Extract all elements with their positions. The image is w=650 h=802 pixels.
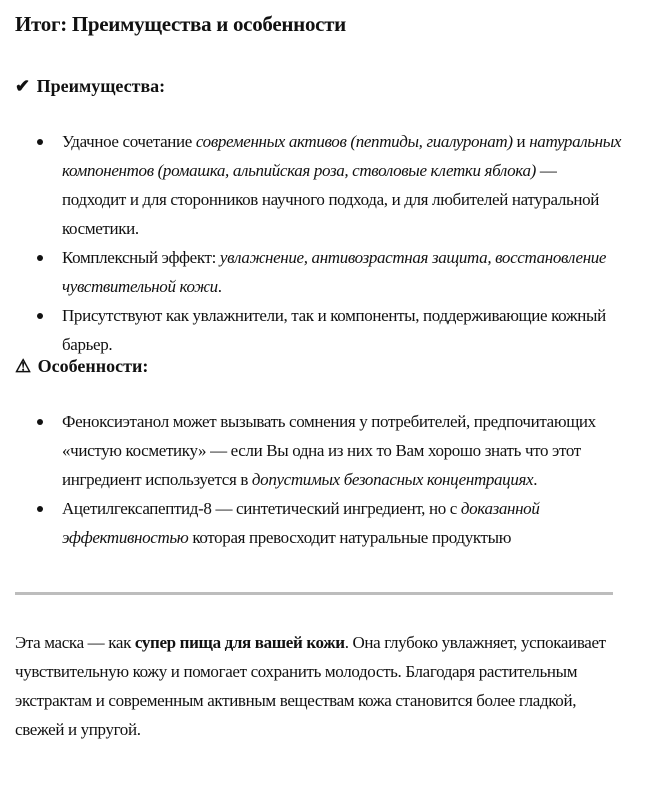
page-title-text: Итог: Преимущества и особенности — [15, 12, 346, 36]
check-mark-icon: ✔ — [15, 76, 31, 96]
summary-paragraph: Эта маска — как супер пища для вашей кожи. Она глубоко увлажняет, успокаивает чувствительную кожу и помогает сохранить молодость. Благодаря растительным экстрактам и современным активным веществам кожа становится более гладкой, свежей и упругой. — [15, 633, 606, 739]
features-heading — [15, 356, 148, 377]
list-item: Ацетилгексапептид-8 — синтетический ингредиент, но с доказанной эффективностью которая превосходит натуральные продуктыю — [34, 494, 624, 552]
warning-icon: ⚠ — [15, 356, 32, 376]
advantages-heading — [15, 76, 165, 97]
list-item: Удачное сочетание современных активов (пептиды, гиалуронат) и натуральных компонентов (ромашка, альпийская роза, стволовые клетки яблока) — подходит и для сторонников научного подхода, и для любителей натуральной косметики. — [34, 127, 624, 243]
horizontal-divider — [15, 592, 613, 595]
features-heading-text: Особенности: — [37, 356, 149, 376]
page-title — [15, 12, 346, 37]
list-item: Феноксиэтанол может вызывать сомнения у потребителей, предпочитающих «чистую косметику» — если Вы одна из них то Вам хорошо знать что этот ингредиент используется в допустимых безопасных концентрациях. — [34, 407, 624, 494]
list-item: Комплексный эффект: увлажнение, антивозрастная защита, восстановление чувствительной кожи. — [34, 243, 624, 301]
advantages-heading-text: Преимущества: — [36, 76, 166, 96]
advantages-list — [34, 127, 624, 359]
list-item: Присутствуют как увлажнители, так и компоненты, поддерживающие кожный барьер. — [34, 301, 624, 359]
features-list — [34, 407, 624, 552]
